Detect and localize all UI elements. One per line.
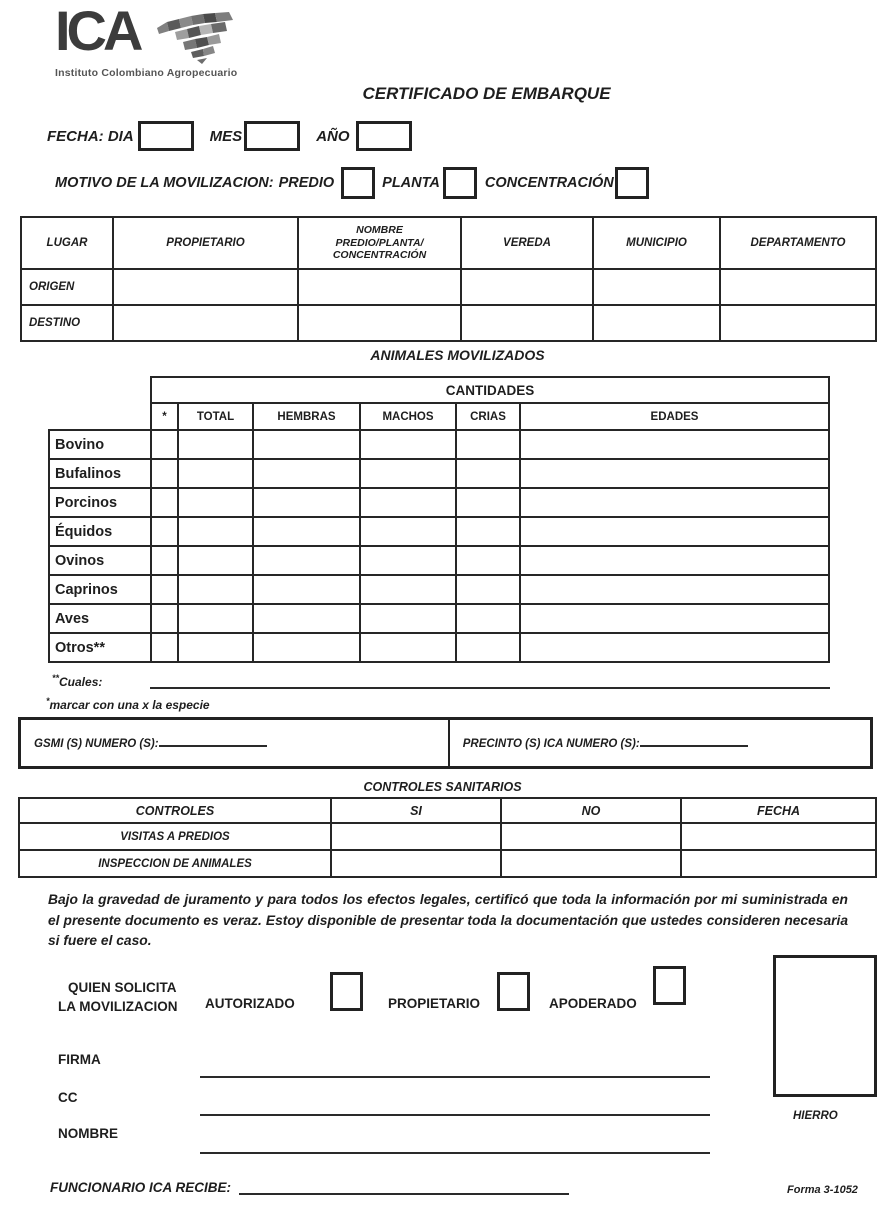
cuales-text: Cuales: (59, 675, 103, 689)
firma-label: FIRMA (58, 1052, 101, 1067)
table-cell-input[interactable] (331, 823, 501, 850)
precinto-cell (450, 720, 870, 766)
declaracion-text: Bajo la gravedad de juramento y para todos los efectos legales, certificó que toda la información por mi suministrada en el presente documento es veraz. Estoy disponible de presentar toda la documentación que ustedes consideren necesaria si fuere el caso. (48, 892, 848, 949)
col-machos: MACHOS (360, 403, 456, 430)
motivo-label: MOTIVO DE LA MOVILIZACION: (55, 175, 274, 191)
numeros-box (18, 717, 873, 769)
table-cell-input[interactable] (151, 633, 178, 662)
motivo-option-concentracion: CONCENTRACIÓN (484, 175, 614, 191)
col-nombre-line1: NOMBRE (356, 224, 403, 237)
marcar-asterisk: * (46, 696, 50, 706)
table-cell-input[interactable] (360, 517, 456, 546)
spacer-cell (49, 377, 151, 403)
quien-solicita-line2: LA MOVILIZACION (58, 999, 178, 1014)
table-cell-input[interactable] (456, 430, 520, 459)
predio-checkbox[interactable] (341, 167, 375, 199)
ano-label: AÑO (316, 127, 350, 145)
destino-row (21, 305, 876, 341)
dia-input[interactable] (138, 121, 194, 151)
table-cell-input[interactable] (456, 633, 520, 662)
table-cell-input[interactable] (178, 633, 253, 662)
precinto-input-line[interactable] (640, 735, 748, 747)
autorizado-label: AUTORIZADO (205, 996, 295, 1011)
animales-title: ANIMALES MOVILIZADOS (370, 347, 545, 363)
animal-label: Porcinos (49, 488, 151, 517)
col-edades: EDADES (520, 403, 829, 430)
concentracion-checkbox[interactable] (615, 167, 649, 199)
table-cell-input[interactable] (456, 517, 520, 546)
table-cell-input[interactable] (331, 850, 501, 877)
gsmi-cell (21, 720, 450, 766)
animales-table (48, 376, 830, 663)
table-cell-input[interactable] (360, 604, 456, 633)
table-cell-input[interactable] (593, 305, 720, 341)
table-cell-input[interactable] (681, 823, 876, 850)
nombre-label: NOMBRE (58, 1126, 118, 1141)
destino-label: DESTINO (21, 305, 113, 341)
col-propietario: PROPIETARIO (113, 217, 298, 269)
col-si: SI (331, 798, 501, 823)
animal-label: Otros** (49, 633, 151, 662)
table-cell-input[interactable] (456, 575, 520, 604)
motivo-option-planta: PLANTA (382, 175, 440, 191)
table-cell-input[interactable] (253, 604, 360, 633)
table-cell-input[interactable] (520, 488, 829, 517)
col-vereda: VEREDA (461, 217, 593, 269)
col-crias: CRIAS (456, 403, 520, 430)
table-cell-input[interactable] (720, 269, 876, 305)
cuales-asterisks: ** (52, 673, 60, 683)
visitas-label: VISITAS A PREDIOS (19, 823, 331, 850)
table-cell-input[interactable] (151, 575, 178, 604)
precinto-label: PRECINTO (S) ICA NUMERO (S): (462, 738, 640, 750)
cc-input-line[interactable] (200, 1114, 710, 1116)
table-cell-input[interactable] (456, 546, 520, 575)
funcionario-row (50, 1180, 569, 1195)
table-cell-input[interactable] (151, 430, 178, 459)
table-cell-input[interactable] (178, 604, 253, 633)
table-cell-input[interactable] (151, 604, 178, 633)
ica-logo (55, 0, 238, 79)
lugar-table (20, 216, 877, 342)
table-cell-input[interactable] (520, 517, 829, 546)
animal-label: Ovinos (49, 546, 151, 575)
table-cell-input[interactable] (360, 459, 456, 488)
table-cell-input[interactable] (253, 517, 360, 546)
table-cell-input[interactable] (253, 430, 360, 459)
spacer-cell (49, 403, 151, 430)
table-cell-input[interactable] (520, 633, 829, 662)
animal-row (49, 633, 829, 662)
animal-row (49, 459, 829, 488)
inspeccion-label: INSPECCION DE ANIMALES (19, 850, 331, 877)
animal-row (49, 517, 829, 546)
table-cell-input[interactable] (501, 823, 681, 850)
cuales-label (52, 673, 102, 689)
table-cell-input[interactable] (360, 633, 456, 662)
col-fecha: FECHA (681, 798, 876, 823)
ica-logo-text: ICA (55, 0, 140, 62)
planta-checkbox[interactable] (443, 167, 477, 199)
origen-row (21, 269, 876, 305)
col-hembras: HEMBRAS (253, 403, 360, 430)
autorizado-checkbox[interactable] (330, 972, 363, 1011)
col-nombre-predio (298, 217, 461, 269)
table-cell-input[interactable] (151, 517, 178, 546)
table-cell-input[interactable] (520, 459, 829, 488)
funcionario-input-line[interactable] (239, 1181, 569, 1195)
ica-logo-mark (145, 12, 237, 64)
col-no: NO (501, 798, 681, 823)
animal-row (49, 604, 829, 633)
animal-row (49, 430, 829, 459)
animales-subheader-row (49, 403, 829, 430)
animal-row (49, 546, 829, 575)
table-cell-input[interactable] (298, 305, 461, 341)
animal-row (49, 575, 829, 604)
mes-label: MES (209, 127, 243, 145)
page-title: CERTIFICADO DE EMBARQUE (362, 84, 611, 103)
col-total: TOTAL (178, 403, 253, 430)
table-cell-input[interactable] (360, 430, 456, 459)
apoderado-checkbox[interactable] (653, 966, 686, 1005)
table-cell-input[interactable] (178, 575, 253, 604)
table-cell-input[interactable] (360, 488, 456, 517)
inspeccion-row (19, 850, 876, 877)
table-cell-input[interactable] (520, 546, 829, 575)
table-cell-input[interactable] (520, 575, 829, 604)
cuales-row (52, 673, 830, 689)
animal-row (49, 488, 829, 517)
visitas-row (19, 823, 876, 850)
table-cell-input[interactable] (178, 488, 253, 517)
motivo-row (55, 168, 649, 198)
table-cell-input[interactable] (253, 633, 360, 662)
animal-label: Aves (49, 604, 151, 633)
propietario-checkbox[interactable] (497, 972, 530, 1011)
nombre-input-line[interactable] (200, 1152, 710, 1154)
motivo-option-predio: PREDIO (278, 175, 335, 191)
col-nombre-line2: PREDIO/PLANTA/ (335, 236, 424, 249)
table-cell-input[interactable] (151, 459, 178, 488)
lugar-header-row (21, 217, 876, 269)
table-cell-input[interactable] (113, 269, 298, 305)
animal-label: Équidos (49, 517, 151, 546)
marcar-text: marcar con una x la especie (49, 698, 210, 712)
cuales-input-line[interactable] (150, 673, 830, 689)
table-cell-input[interactable] (178, 459, 253, 488)
table-cell-input[interactable] (456, 488, 520, 517)
table-cell-input[interactable] (178, 517, 253, 546)
hierro-label: HIERRO (793, 1110, 838, 1122)
table-cell-input[interactable] (360, 575, 456, 604)
table-cell-input[interactable] (520, 430, 829, 459)
gsmi-input-line[interactable] (159, 735, 267, 747)
mes-input[interactable] (244, 121, 300, 151)
cantidades-header: CANTIDADES (151, 377, 829, 403)
cc-label: CC (58, 1090, 78, 1105)
controles-header-row (19, 798, 876, 823)
table-cell-input[interactable] (461, 305, 593, 341)
col-municipio: MUNICIPIO (593, 217, 720, 269)
table-cell-input[interactable] (501, 850, 681, 877)
quien-solicita-line1: QUIEN SOLICITA (68, 980, 177, 995)
table-cell-input[interactable] (360, 546, 456, 575)
animal-label: Caprinos (49, 575, 151, 604)
ano-input[interactable] (356, 121, 412, 151)
gsmi-label: GSMI (S) NUMERO (S): (34, 738, 159, 750)
table-cell-input[interactable] (456, 604, 520, 633)
animal-label: Bufalinos (49, 459, 151, 488)
table-cell-input[interactable] (151, 546, 178, 575)
table-cell-input[interactable] (178, 546, 253, 575)
apoderado-label: APODERADO (549, 996, 637, 1011)
hierro-box[interactable] (773, 955, 877, 1097)
table-cell-input[interactable] (253, 546, 360, 575)
ica-logo-subtitle: Instituto Colombiano Agropecuario (55, 67, 238, 79)
table-cell-input[interactable] (178, 430, 253, 459)
table-cell-input[interactable] (681, 850, 876, 877)
controles-table (18, 797, 877, 878)
fecha-row (47, 122, 412, 150)
table-cell-input[interactable] (461, 269, 593, 305)
origen-label: ORIGEN (21, 269, 113, 305)
col-lugar: LUGAR (21, 217, 113, 269)
table-cell-input[interactable] (253, 575, 360, 604)
forma-number: Forma 3-1052 (787, 1184, 858, 1196)
funcionario-label: FUNCIONARIO ICA RECIBE: (50, 1180, 231, 1195)
cantidades-header-row (49, 377, 829, 403)
marcar-note (46, 696, 210, 712)
col-asterisk: * (151, 403, 178, 430)
animal-label: Bovino (49, 430, 151, 459)
table-cell-input[interactable] (720, 305, 876, 341)
col-nombre-line3: CONCENTRACIÓN (332, 249, 427, 262)
propietario-label: PROPIETARIO (388, 996, 481, 1011)
col-controles: CONTROLES (19, 798, 331, 823)
table-cell-input[interactable] (253, 488, 360, 517)
controles-title: CONTROLES SANITARIOS (363, 780, 522, 794)
fecha-label: FECHA: DIA (47, 127, 134, 145)
table-cell-input[interactable] (113, 305, 298, 341)
col-departamento: DEPARTAMENTO (720, 217, 876, 269)
table-cell-input[interactable] (593, 269, 720, 305)
table-cell-input[interactable] (298, 269, 461, 305)
table-cell-input[interactable] (151, 488, 178, 517)
table-cell-input[interactable] (520, 604, 829, 633)
firma-input-line[interactable] (200, 1076, 710, 1078)
table-cell-input[interactable] (456, 459, 520, 488)
table-cell-input[interactable] (253, 459, 360, 488)
